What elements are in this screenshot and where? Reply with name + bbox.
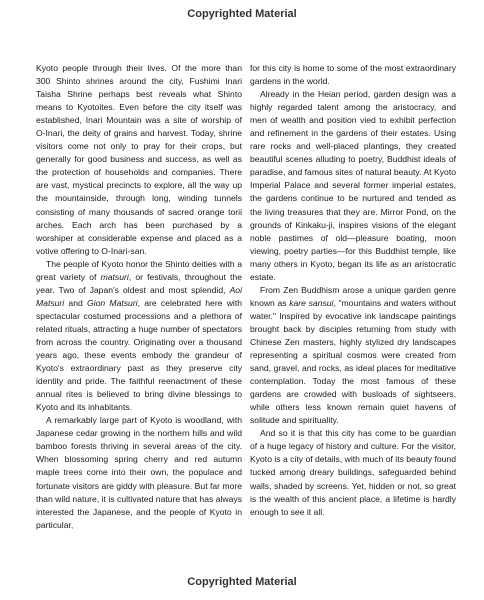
term-matsuri: matsuri — [100, 271, 129, 282]
term-gion-matsuri: Gion Matsuri — [87, 297, 138, 308]
term-aoi-matsuri: Aoi Matsuri — [36, 284, 242, 308]
copyright-watermark-top: Copyrighted Material — [187, 8, 297, 20]
right-column — [250, 62, 456, 519]
text-run: , or festivals, throughout the year. Two of Japan's oldest and most splendid, — [36, 271, 242, 295]
paragraph-festivals — [36, 258, 242, 415]
text-run: The people of Kyoto honor the Shinto deities with a great variety of — [36, 258, 242, 282]
copyright-watermark-bottom: Copyrighted Material — [187, 576, 297, 588]
paragraph-continued: for this city is home to some of the most extraordinary gardens in the world. — [250, 63, 456, 87]
text-run: and — [64, 297, 88, 308]
paragraph-legacy: And so it is that this city has come to be guardian of a huge legacy of history and culture. For the visitor, Kyoto is a city of details, with much of its beauty found tucked among dreary buildings, safeguarded behind walls, shaded by screens. Yet, hidden or not, so great is the wealth of this ancient place, a lifetime is hardly enough to see it all. — [250, 428, 456, 517]
term-kare-sansui: kare sansui — [289, 297, 334, 308]
paragraph-fushimi-inari: Kyoto people through their lives. Of the more than 300 Shinto shrines around the city, Fushimi Inari Taisha Shrine perhaps best reveals what Shinto means to Kyotoites. Even before the city itself was established, Inari Mountain was a site of worship of O-Inari, the deity of grains and harvest. Today, shrine visitors come not only to pray for their crops, but generally for good business and success, as well as the protection of households and companies. There are vast, mystical precincts to explore, all the way up the mountainside, through long, winding tunnels consisting of many thousands of sacred orange torii arches. Each arch has been purchased by a worshiper at considerable expense and placed as a votive offering to O-Inari-san. — [36, 63, 242, 256]
paragraph-zen-gardens — [250, 284, 456, 428]
text-run: , "mountains and waters without water." Inspired by evocative ink landscape paintings brought back by disciples returning from study with Chinese Zen masters, highly stylized dry landscapes representing a spiritual cosmos were created from sand, gravel, and rocks, as ideal places for meditative contemplation. Today the most famous of these gardens are crowded with busloads of sightseers, while others less known remain quiet havens of solitude and spirituality. — [250, 297, 456, 426]
text-run: , are celebrated here with spectacular costumed processions and a plethora of related rituals, attracting a huge number of spectators from across the country. Originating over a thousand years ago, these events embody the grandeur of Kyoto's extraordinary past as they preserve city identity and pride. The faithful reenactment of these annual rites is believed to bring divine blessings to Kyoto and its inhabitants. — [36, 297, 242, 413]
left-column — [36, 62, 242, 532]
paragraph-heian-gardens: Already in the Heian period, garden design was a highly regarded talent among the aristocracy, and men of wealth and position vied to exhibit perfection and refinement in the gardens of their estates. Using rare rocks and well-placed plantings, they created beautiful scenes alluding to poetry, Buddhist ideals of paradise, and famous sites of natural beauty. At Kyoto Imperial Palace and several former imperial estates, the gardens continue to be nurtured and tended as the living treasures that they are. Mirror Pond, on the grounds of Kinkaku-ji, inspires visions of the elegant noble pastimes of old—pleasure boating, moon viewing, poetry parties—for this Buddhist temple, like many others in Kyoto, began its life as an aristocratic estate. — [250, 89, 456, 282]
paragraph-woodland: A remarkably large part of Kyoto is woodland, with Japanese cedar growing in the northern hills and wild bamboo forests thriving in several areas of the city. When blossoming spring cherry and red autumn maple trees come into their own, the populace and fortunate visitors are giddy with pleasure. But far more than wild nature, it is cultivated nature that has always interested the Japanese, and the people of Kyoto in particular, — [36, 415, 242, 530]
text-run: From Zen Buddhism arose a unique garden genre known as — [250, 284, 456, 308]
